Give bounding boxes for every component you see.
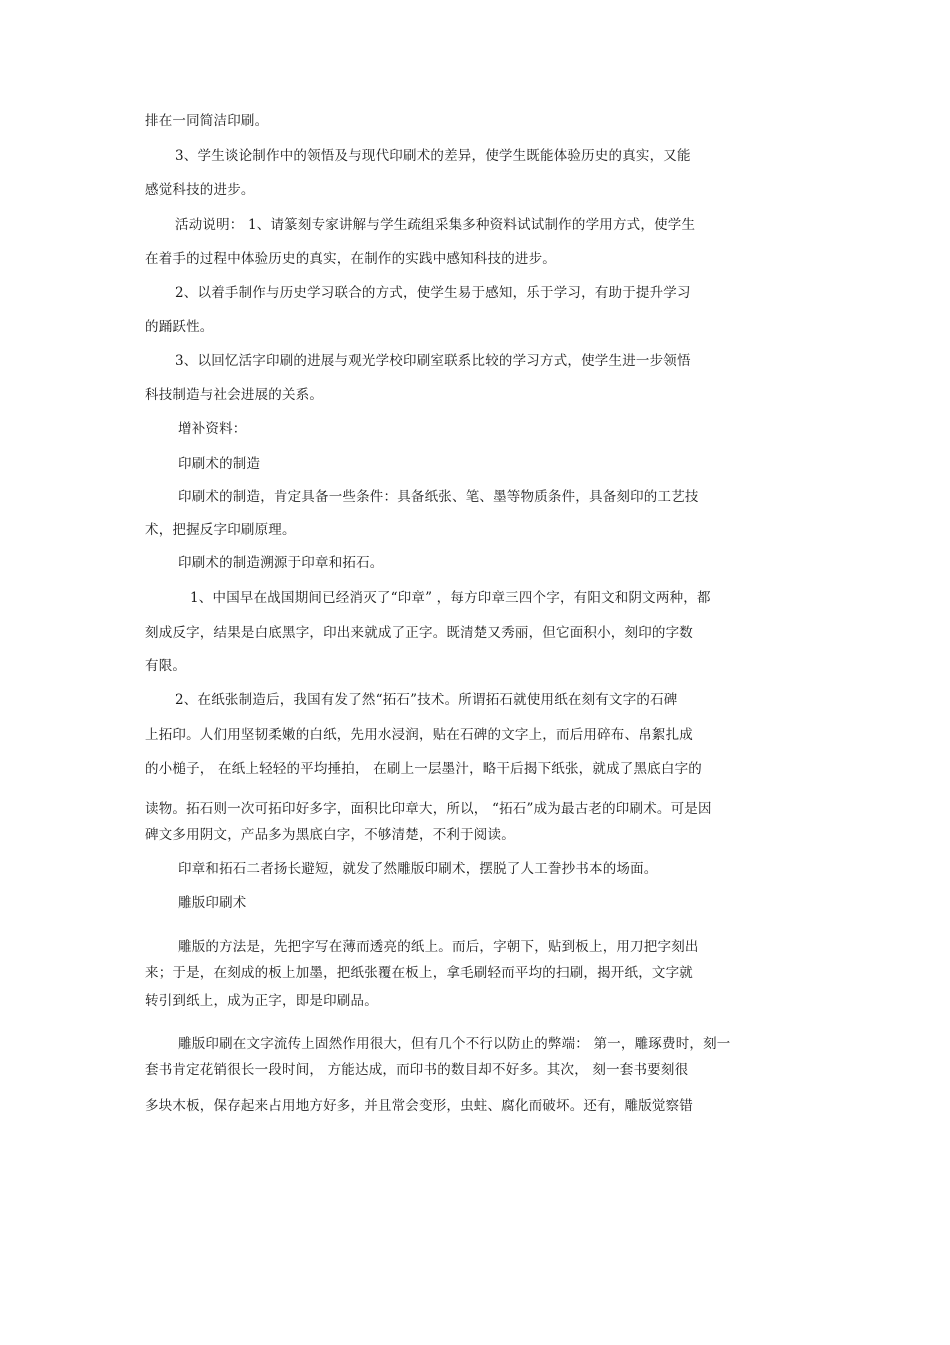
text-line: 雕版的方法是，先把字写在薄而透亮的纸上。而后，字朝下，贴到板上，用刀把字刻出 bbox=[178, 939, 699, 955]
text-line: 印刷术的制造，肯定具备一些条件：具备纸张、笔、墨等物质条件，具备刻印的工艺技 bbox=[178, 489, 699, 505]
text-line: 的踊跃性。 bbox=[145, 319, 214, 335]
text-line: 多块木板，保存起来占用地方好多，并且常会变形，虫蛀、腐化而破坏。还有，雕版觉察错 bbox=[145, 1098, 693, 1114]
section-heading: 印刷术的制造 bbox=[178, 456, 261, 472]
section-heading: 雕版印刷术 bbox=[178, 895, 247, 911]
text-line: 套书肯定花销很长一段时间， 方能达成，而印书的数目却不好多。其次， 刻一套书要刻很 bbox=[145, 1062, 689, 1078]
text-line: 碑文多用阴文，产品多为黑底白字，不够清楚，不利于阅读。 bbox=[145, 827, 515, 843]
text-line: 转引到纸上，成为正字，即是印刷品。 bbox=[145, 993, 378, 1009]
text-line: 感觉科技的进步。 bbox=[145, 182, 255, 198]
text-line: 1、中国早在战国期间已经消灭了“印章” ，每方印章三四个字，有阳文和阴文两种，都 bbox=[190, 590, 711, 606]
text-line: 上拓印。人们用坚韧柔嫩的白纸，先用水浸润，贴在石碑的文字上，而后用碎布、帛絮扎成 bbox=[145, 727, 693, 743]
text-line: 的小槌子， 在纸上轻轻的平均捶拍， 在刷上一层墨汁，略干后揭下纸张，就成了黑底白字的 bbox=[145, 761, 702, 777]
text-line: 2、在纸张制造后，我国有发了然“拓石”技术。所谓拓石就使用纸在刻有文字的石碑 bbox=[175, 692, 678, 708]
text-line: 3、以回忆活字印刷的进展与观光学校印刷室联系比较的学习方式，使学生进一步领悟 bbox=[175, 353, 691, 369]
text-line: 活动说明： 1、请篆刻专家讲解与学生疏组采集多种资料试试制作的学用方式，使学生 bbox=[175, 217, 696, 233]
text-line: 刻成反字，结果是白底黑字，印出来就成了正字。既清楚又秀丽，但它面积小，刻印的字数 bbox=[145, 625, 693, 641]
text-line: 有限。 bbox=[145, 658, 187, 674]
text-line: 读物。拓石则一次可拓印好多字，面积比印章大，所以， “拓石”成为最古老的印刷术。可是因 bbox=[145, 801, 712, 817]
text-line: 来；于是，在刻成的板上加墨，把纸张覆在板上，拿毛刷轻而平均的扫刷，揭开纸，文字就 bbox=[145, 965, 693, 981]
text-line: 印章和拓石二者扬长避短，就发了然雕版印刷术，摆脱了人工誊抄书本的场面。 bbox=[178, 861, 658, 877]
text-line: 科技制造与社会进展的关系。 bbox=[145, 387, 324, 403]
text-line: 雕版印刷在文字流传上固然作用很大，但有几个不行以防止的弊端： 第一，雕琢费时，刻一 bbox=[178, 1036, 731, 1052]
text-line: 增补资料： bbox=[178, 421, 247, 437]
text-line: 排在一同简洁印刷。 bbox=[145, 113, 269, 129]
text-line: 在着手的过程中体验历史的真实，在制作的实践中感知科技的进步。 bbox=[145, 251, 556, 267]
text-line: 术，把握反字印刷原理。 bbox=[145, 522, 296, 538]
text-line: 2、以着手制作与历史学习联合的方式，使学生易于感知，乐于学习，有助于提升学习 bbox=[175, 285, 691, 301]
text-line: 印刷术的制造溯源于印章和拓石。 bbox=[178, 555, 384, 571]
text-line: 3、学生谈论制作中的领悟及与现代印刷术的差异，使学生既能体验历史的真实，又能 bbox=[175, 148, 691, 164]
